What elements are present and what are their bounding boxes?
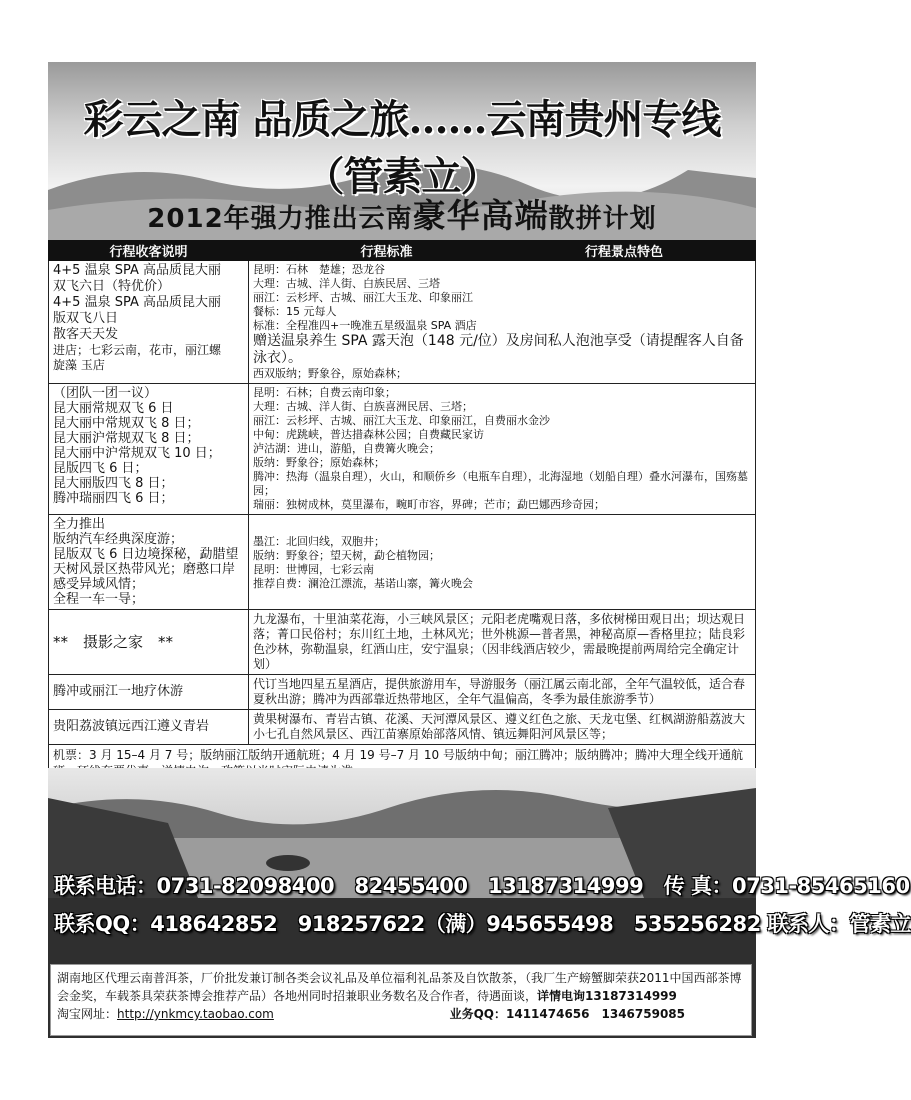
row-detail-cell (249, 515, 756, 610)
detail-line: 丽江：云杉坪、古城、丽江大玉龙、印象丽江，自费丽水金沙 (253, 414, 550, 427)
lake-scenery-image (48, 768, 911, 1038)
row-left-line: 进店；七彩云南，花市，丽江螺 (53, 343, 222, 357)
row-left-cell: ** 摄影之家 ** (49, 610, 249, 675)
row-left-cell: 贵阳荔波镇远西江遵义青岩 (49, 710, 249, 745)
detail-paragraph: 九龙瀑布，十里油菜花海，小三峡风景区；元阳老虎嘴观日落，多依树梯田观日出；坝达观日落；菁口民俗村；东川红土地，土林风光；世外桃源—普者黑，神秘高原—香格里拉；陆良彩色沙林，弥勒温泉，红酒山庄，安宁温泉；（因非线酒店较少，需最晚提前两周给完全确定计划） (253, 612, 746, 671)
flight-note: 机票：3 月 15–4 月 7 号；版纳丽江版纳开通航班；4 月 19 号–7 月 10 号版纳中甸；丽江腾冲；版纳腾冲；腾冲大理全线开通航 (49, 745, 756, 782)
row-left-line: 版纳汽车经典深度游； (53, 532, 184, 547)
detail-highlight: 赠送温泉养生 SPA 露天泡（148 元/位）及房间私人泡池享受（请提醒客人自备泳衣）。 (253, 333, 744, 366)
detail-paragraph: 代订当地四星五星酒店，提供旅游用车，导游服务（丽江属云南北部，全年气温较低，适合春夏秋出游；腾冲为西部靠近热带地区，全年气温偏高，冬季为最佳旅游季节） (253, 677, 746, 706)
table-row (49, 610, 756, 675)
row-detail-cell (249, 610, 756, 675)
header-features: 行程景点特色 (584, 245, 663, 260)
detail-line: 版纳：野象谷；原始森林； (253, 456, 385, 469)
row-left-cell (49, 515, 249, 610)
detail-line: 版纳：野象谷；望天树，勐仑植物园； (253, 549, 440, 562)
row-left-line: 旋藻 玉店 (53, 358, 105, 372)
row-left-line: 版双飞八日 (53, 311, 119, 326)
detail-line: 墨江：北回归线，双胞井； (253, 535, 385, 548)
row-left-line: 散客天天发 (53, 327, 119, 342)
detail-line: 推荐自费：澜沧江漂流，基诺山寨，篝火晚会 (253, 577, 473, 590)
detail-line: 标准：全程准四+一晚准五星级温泉 SPA 酒店 (253, 319, 477, 332)
detail-line: 昆明：石林；自费云南印象； (253, 386, 396, 399)
detail-line: 大理：古城、洋人街、白族喜洲民居、三塔； (253, 400, 473, 413)
footer-paragraph (57, 969, 745, 1005)
table-row (49, 710, 756, 745)
row-left-line: 昆版双飞 6 日边境探秘，勐腊望 (53, 547, 239, 562)
itinerary-table (48, 240, 756, 782)
sub-title (48, 190, 756, 237)
row-left-line: 腾冲瑞丽四飞 6 日； (53, 491, 174, 506)
row-left-line: 双飞六日（特优价） (53, 279, 171, 294)
row-left-line: 全程一车一导； (53, 592, 145, 607)
row-left-line: 感受异域风情； (53, 577, 145, 592)
sub-title-part-c: 散拼计划 (548, 204, 657, 234)
flyer (48, 62, 911, 1038)
row-left-line: 昆版四飞 6 日； (53, 461, 148, 476)
detail-line: 瑞丽：独树成林，莫里瀑布，畹町市容，界碑；芒市；勐巴娜西珍奇园； (253, 498, 605, 511)
header-standard: 行程标准 (360, 245, 413, 260)
footer-phone: 详情电询13187314999 (537, 989, 677, 1003)
row-left-cell (49, 384, 249, 515)
contact-qq-line: 联系QQ：418642852 918257622（满）945655498 535256282 联系人：管素立 (54, 912, 911, 936)
detail-line: 丽江：云杉坪、古城、丽江大玉龙、印象丽江 (253, 291, 473, 304)
table-header-row (49, 241, 756, 261)
footer-shop-label: 淘宝网址： (57, 1007, 118, 1021)
row-left-line: 4+5 温泉 SPA 高品质昆大丽 (53, 295, 221, 310)
row-left-line: 昆大丽中常规双飞 8 日； (53, 416, 200, 431)
row-left-line: 昆大丽常规双飞 6 日 (53, 401, 174, 416)
row-left-line: （团队一团一议） (53, 386, 158, 401)
taobao-shop-link[interactable]: http://ynkmcy.taobao.com (117, 1007, 274, 1021)
detail-line: 昆明：世博园，七彩云南 (253, 563, 374, 576)
sub-title-part-b: 豪华高端 (412, 196, 549, 235)
header-banner (48, 62, 756, 240)
detail-line: 餐标：15 元每人 (253, 305, 337, 318)
main-title: 彩云之南 品质之旅……云南贵州专线（管素立） (83, 96, 721, 200)
sub-title-part-a: 2012年强力推出云南 (147, 204, 413, 234)
row-left-line: 天树风景区热带风光；磨憨口岸 (53, 562, 236, 577)
row-detail-cell (249, 710, 756, 745)
row-left-line: 昆大丽版四飞 8 日； (53, 476, 174, 491)
detail-line: 泸沽湖：进山，游船，自费篝火晚会； (253, 442, 440, 455)
detail-paragraph: 黄果树瀑布、青岩古镇、花溪、天河潭风景区、遵义红色之旅、天龙屯堡、红枫湖游船荔波大小七孔自然风景区、西江苗寨原始部落风情、镇远舞阳河风景区等； (253, 712, 746, 741)
row-detail-cell (249, 384, 756, 515)
footer-ad-box (50, 964, 752, 1036)
detail-line: 昆明：石林 楚雄；恐龙谷 (253, 263, 385, 276)
contact-phone-line: 联系电话：0731-82098400 82455400 13187314999 传 真：0731-85465160 (54, 874, 910, 898)
row-detail-cell (249, 675, 756, 710)
detail-line: 西双版纳；野象谷，原始森林； (253, 367, 407, 380)
header-cell: 行程收客说明 (49, 241, 249, 261)
header-cell (249, 241, 756, 261)
row-detail-cell (249, 261, 756, 384)
row-left-line: 全力推出 (53, 517, 106, 532)
table-row (49, 515, 756, 610)
detail-line: 大理：古城、洋人街、白族民居、三塔 (253, 277, 440, 290)
detail-line: 中甸：虎跳峡，普达措森林公园；自费藏民家访 (253, 428, 484, 441)
table-row (49, 261, 756, 384)
table-row (49, 384, 756, 515)
row-left-line: 昆大丽中沪常规双飞 10 日； (53, 446, 221, 461)
detail-line: 腾冲：热海（温泉自理），火山，和顺侨乡（电瓶车自理），北海湿地（划船自理）叠水河瀑布，国殇墓园； (253, 470, 748, 497)
row-left-line: 4+5 温泉 SPA 高品质昆大丽 (53, 263, 221, 278)
row-left-line: 昆大丽沪常规双飞 8 日； (53, 431, 200, 446)
footer-business-qq: 业务QQ：1411474656 1346759085 (449, 1007, 685, 1021)
table-row (49, 675, 756, 710)
footer-text: 湖南地区代理云南普洱茶，厂价批发兼订制各类会议礼品及单位福利礼品茶及自饮散茶，（我厂生产螃蟹脚荣获2011中国西部茶博会金奖，车载茶具荣获茶博会推荐产品）各地州同时招兼职业务数名及合作者，待遇面谈， (57, 971, 742, 1003)
row-left-cell (49, 261, 249, 384)
row-left-cell: 腾冲或丽江一地疗休游 (49, 675, 249, 710)
